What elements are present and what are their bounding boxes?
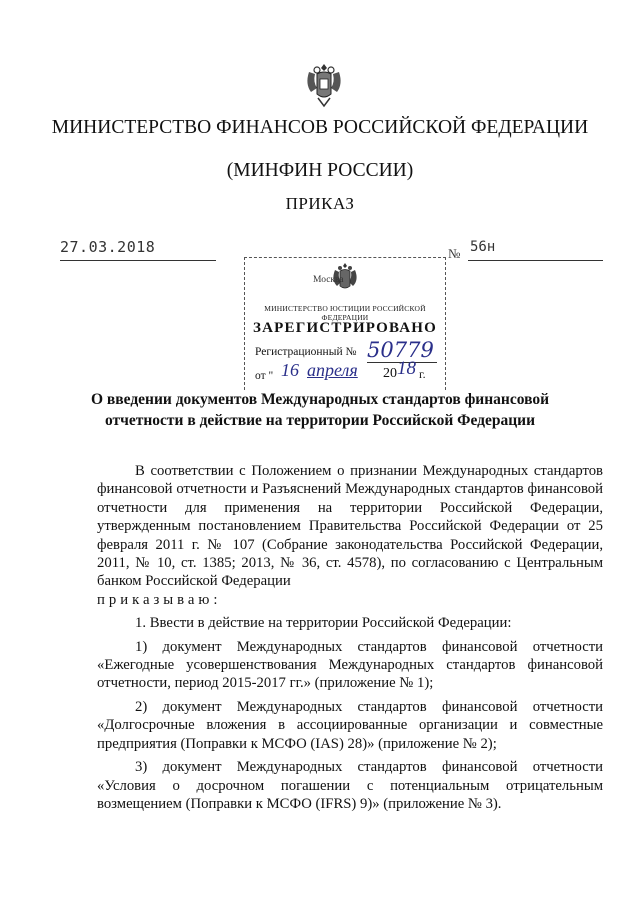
stamp-from-label: от " bbox=[255, 370, 274, 382]
stamp-year-hand: 18 bbox=[397, 358, 416, 379]
ministry-name: МИНИСТЕРСТВО ФИНАНСОВ РОССИЙСКОЙ ФЕДЕРАЦИИ bbox=[51, 117, 589, 138]
document-type: ПРИКАЗ bbox=[285, 194, 355, 213]
coat-of-arms-icon bbox=[303, 60, 345, 110]
number-field bbox=[468, 238, 603, 261]
stamp-day: 16 bbox=[281, 360, 299, 380]
sub-item-1: 1) документ Международных стандартов финансовой отчетности «Ежегодные усовершенствования Международных стандартов финансовой отчетности, период 2015-2017 гг.» (приложение № 1); bbox=[97, 638, 603, 692]
order-body bbox=[97, 462, 603, 813]
order-date: 27.03.2018 bbox=[60, 238, 156, 256]
order-subject bbox=[0, 389, 640, 431]
order-word: приказываю: bbox=[97, 591, 222, 608]
subject-line-1: О введении документов Международных стандартов финансовой bbox=[90, 391, 550, 408]
preamble-paragraph: В соответствии с Положением о признании Международных стандартов финансовой отчетности и Разъяснений Международных стандартов финансовой отчетности для применения на территории Российской Федерации, утвержденным постановлением Правительства Российской Федерации от 25 февраля 2011 г. № 107 (Собрание законодательства Российской Федерации, 2011, № 10, ст. 1385; 2013, № 36, ст. 4578), по согласованию с Центральным банком Российской Федерации bbox=[97, 463, 603, 590]
order-number: 56н bbox=[470, 239, 496, 255]
subject-line-2: отчетности в действие на территории Российской Федерации bbox=[104, 412, 536, 429]
stamp-year-suffix: г. bbox=[419, 367, 426, 381]
stamp-registered: ЗАРЕГИСТРИРОВАНО bbox=[253, 320, 437, 336]
ministry-short-name: (МИНФИН РОССИИ) bbox=[226, 160, 414, 181]
date-field bbox=[60, 238, 216, 261]
stamp-city: Москва bbox=[313, 275, 344, 285]
stamp-month: апреля bbox=[307, 360, 358, 380]
item-1: 1. Ввести в действие на территории Российской Федерации: bbox=[135, 615, 512, 632]
sub-item-2: 2) документ Международных стандартов финансовой отчетности «Долгосрочные вложения в ассоциированные организации и совместные предприятия (Поправки к МСФО (IAS) 28)» (приложение № 2); bbox=[97, 698, 603, 752]
stamp-ministry: МИНИСТЕРСТВО ЮСТИЦИИ РОССИЙСКОЙ ФЕДЕРАЦИИ bbox=[264, 304, 426, 322]
registration-stamp bbox=[244, 257, 446, 390]
number-label: № bbox=[448, 246, 461, 261]
stamp-year-prefix: 20 bbox=[383, 366, 397, 381]
stamp-reg-label: Регистрационный № bbox=[255, 346, 357, 358]
stamp-reg-number: 50779 bbox=[367, 338, 437, 363]
sub-item-3: 3) документ Международных стандартов финансовой отчетности «Условия о досрочном погашении с потенциальным отрицательным возмещением (Поправки к МСФО (IFRS) 9)» (приложение № 3). bbox=[97, 759, 603, 812]
